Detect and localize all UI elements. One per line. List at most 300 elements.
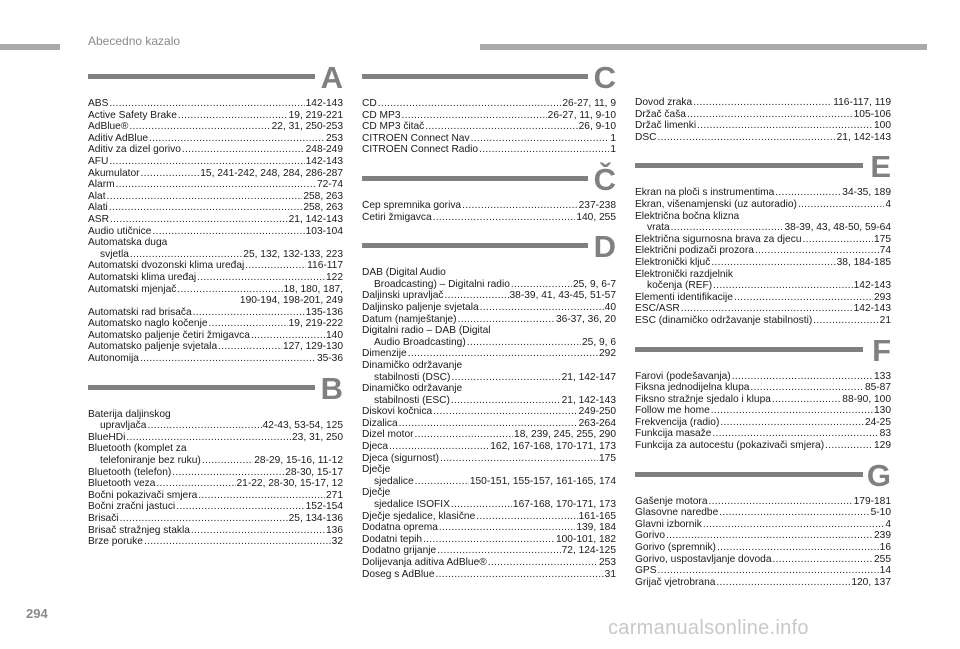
index-column-2 <box>362 60 616 580</box>
leader-dots <box>149 133 325 145</box>
entry-pages: 142-143 <box>853 280 891 292</box>
leader-dots <box>488 557 598 569</box>
entry-pages: 88-90, 100 <box>842 393 891 405</box>
section-c-caron <box>362 161 616 223</box>
entry-pages: 239 <box>874 530 891 542</box>
entry-label: Djeca (sigurnost) <box>362 452 439 464</box>
entry-label: Fiksno stražnje sjedalo i klupa <box>635 393 771 405</box>
entry-label: Dječje sjedalice, klasične <box>362 510 476 522</box>
section-header <box>635 457 891 493</box>
leader-dots <box>693 97 832 109</box>
entry-label: Dodatno grijanje <box>362 545 437 557</box>
index-column-3 <box>635 97 891 588</box>
entry-label: Glasovne naredbe <box>635 507 719 519</box>
index-entry <box>635 496 891 508</box>
entry-pages: 237-238 <box>578 199 616 211</box>
section-letter: A <box>320 60 343 95</box>
entry-label: Bočni zračni jastuci <box>88 501 176 513</box>
index-entry <box>635 132 891 144</box>
entry-pages: 136 <box>326 524 343 536</box>
entry-label: CD MP3 <box>362 109 401 121</box>
leader-dots <box>109 156 304 168</box>
index-entry <box>635 405 891 417</box>
index-entry <box>362 302 616 314</box>
entry-pages: 32 <box>331 536 343 548</box>
entry-label-continued: svjetla <box>100 248 129 260</box>
index-entry <box>635 382 891 394</box>
entry-pages: 24-25 <box>864 416 891 428</box>
entry-pages: 1 <box>610 144 616 156</box>
entry-label: Dodatni tepih <box>362 533 423 545</box>
leader-dots <box>209 318 288 330</box>
entry-pages: 100-101, 182 <box>555 533 616 545</box>
section-a <box>88 60 343 365</box>
leader-dots <box>129 121 270 133</box>
leader-dots <box>798 199 884 211</box>
index-entry <box>88 409 343 432</box>
leader-dots <box>116 179 316 191</box>
index-entry <box>88 226 343 238</box>
section-rule <box>635 163 863 168</box>
leader-dots <box>772 394 841 406</box>
leader-dots <box>712 428 878 440</box>
entry-label-continued: upravljača <box>100 420 147 432</box>
header-rule-left <box>0 44 60 50</box>
index-entry <box>362 348 616 360</box>
entry-list <box>88 409 343 548</box>
index-entry <box>88 214 343 226</box>
entry-pages-continued: 190-194, 198-201, 249 <box>239 295 343 307</box>
entry-pages: 21-22, 28-30, 15-17, 12 <box>236 478 343 490</box>
entry-label: Daljinsko paljenje svjetala <box>362 301 479 313</box>
index-entry <box>635 211 891 234</box>
index-entry <box>88 260 343 272</box>
index-entry <box>635 554 891 566</box>
entry-pages: 263-264 <box>578 417 616 429</box>
index-entry <box>362 314 616 326</box>
entry-label: Brisač stražnjeg stakla <box>88 524 190 536</box>
entry-label: Brze poruke <box>88 536 143 548</box>
entry-pages: 258, 263 <box>303 202 343 214</box>
index-entry <box>88 168 343 180</box>
leader-dots <box>182 144 305 156</box>
index-entry <box>635 507 891 519</box>
entry-pages: 292 <box>599 348 616 360</box>
index-entry <box>362 441 616 453</box>
entry-pages: 253 <box>326 132 343 144</box>
entry-pages: 35-36 <box>316 353 343 365</box>
leader-dots <box>687 109 853 121</box>
entry-label: ESC/ASR <box>635 303 680 315</box>
leader-dots <box>471 133 610 145</box>
entry-pages: 38-39, 43, 48-50, 59-64 <box>784 222 891 234</box>
index-entry <box>362 511 616 523</box>
index-entry <box>635 257 891 269</box>
leader-dots <box>144 536 331 548</box>
index-entry <box>635 292 891 304</box>
entry-list <box>635 371 891 452</box>
entry-label: Ekran na ploči s instrumentima <box>635 187 775 199</box>
entry-pages: 72-74 <box>316 179 343 191</box>
index-entry <box>635 109 891 121</box>
entry-pages: 28-30, 15-17 <box>285 466 343 478</box>
index-entry <box>88 536 343 548</box>
entry-label: Follow me home <box>635 405 710 417</box>
entry-label: Dovod zraka <box>635 97 693 108</box>
leader-dots <box>147 420 261 432</box>
index-entry <box>635 315 891 327</box>
leader-dots <box>439 522 575 534</box>
section-letter: G <box>866 457 891 493</box>
entry-label: Akumulator <box>88 167 140 179</box>
entry-pages: 25, 9, 6-7 <box>572 278 616 290</box>
entry-label: Četiri žmigavca <box>362 211 432 223</box>
entry-pages: 25, 132, 132-133, 223 <box>243 248 343 260</box>
entry-pages: 36-37, 36, 20 <box>555 313 616 325</box>
leader-dots <box>697 120 873 132</box>
leader-dots <box>440 453 598 465</box>
entry-pages: 255 <box>874 553 891 565</box>
entry-pages: 25, 134-136 <box>288 513 343 524</box>
index-entry <box>362 110 616 122</box>
entry-label: Bluetooth veza <box>88 478 156 490</box>
leader-dots <box>825 440 873 452</box>
leader-dots <box>451 499 512 511</box>
entry-pages: 21, 142-143 <box>288 213 343 225</box>
leader-dots <box>717 542 879 554</box>
entry-label: Gorivo (spremnik) <box>635 542 716 554</box>
entry-pages: 258, 263 <box>303 190 343 202</box>
entry-pages: 85-87 <box>864 382 891 394</box>
entry-label: Dječje <box>362 487 391 499</box>
index-entry <box>635 234 891 246</box>
leader-dots <box>445 290 509 302</box>
index-entry <box>362 464 616 487</box>
entry-label-continued: stabilnosti (ESC) <box>374 394 450 406</box>
leader-dots <box>732 371 873 383</box>
leader-dots <box>480 302 604 314</box>
entry-label: Diskovi kočnica <box>362 406 433 418</box>
leader-dots <box>658 132 836 144</box>
entry-pages: 26-27, 11, 9-10 <box>547 109 616 121</box>
entry-label: Alarm <box>88 179 115 191</box>
index-entry <box>635 428 891 440</box>
section-letter: E <box>870 149 891 185</box>
entry-pages: 4 <box>885 198 891 210</box>
entry-pages: 15, 241-242, 248, 284, 286-287 <box>200 167 343 179</box>
entry-pages: 40 <box>604 301 616 313</box>
leader-dots <box>462 200 578 212</box>
entry-label: Elektronički ključ <box>635 256 711 268</box>
section-c <box>362 60 616 156</box>
entry-label: Farovi (podešavanja) <box>635 370 731 382</box>
entry-label: Električni podizači prozora <box>635 245 754 257</box>
leader-dots <box>141 168 200 180</box>
leader-dots <box>425 121 577 133</box>
index-entry <box>88 191 343 203</box>
leader-dots <box>178 110 288 122</box>
entry-pages: 26, 9-10 <box>578 121 616 133</box>
entry-label: Čep spremnika goriva <box>362 199 462 211</box>
entry-pages: 133 <box>874 370 891 382</box>
entry-pages: 23, 31, 250 <box>292 431 343 443</box>
section-f <box>635 332 891 452</box>
index-entry <box>362 406 616 418</box>
section-header <box>88 370 343 406</box>
entry-pages: 38, 184-185 <box>836 256 891 268</box>
index-entry <box>88 98 343 110</box>
entry-label: Fiksna jednodijelna klupa <box>635 382 750 394</box>
entry-label: Brisači <box>88 513 119 524</box>
entry-label: Dimenzije <box>362 348 407 360</box>
leader-dots <box>436 569 604 581</box>
entry-pages: 152-154 <box>305 501 343 513</box>
entry-label: DSC <box>635 131 657 143</box>
index-entry <box>362 522 616 534</box>
entry-label: Automatski dvozonski klima uređaj <box>88 260 245 272</box>
entry-pages: 1 <box>610 132 616 144</box>
index-entry <box>635 440 891 452</box>
entry-label: Grijač vjetrobrana <box>635 576 716 588</box>
entry-label-continued: Audio Broadcasting) <box>374 336 466 348</box>
section-d-continued <box>635 97 891 143</box>
index-entry <box>88 513 343 525</box>
index-entry <box>88 179 343 191</box>
leader-dots <box>716 577 850 589</box>
leader-dots <box>734 292 873 304</box>
index-entry <box>362 383 616 406</box>
entry-pages: 142-143 <box>305 155 343 167</box>
leader-dots <box>415 476 469 488</box>
leader-dots <box>719 507 869 519</box>
entry-pages: 167-168, 170-171, 173 <box>512 499 616 511</box>
index-entry <box>362 453 616 465</box>
index-entry <box>88 353 343 365</box>
entry-list <box>362 267 616 580</box>
leader-dots <box>511 279 572 291</box>
entry-label: Dinamičko održavanje <box>362 383 463 395</box>
entry-pages: 142-143 <box>853 303 891 315</box>
entry-label: Alati <box>88 202 108 214</box>
leader-dots <box>172 467 284 479</box>
entry-label: Baterija daljinskog <box>88 408 171 420</box>
index-entry <box>88 432 343 444</box>
entry-pages: 271 <box>326 489 343 501</box>
index-entry <box>362 290 616 302</box>
index-entry <box>88 284 343 307</box>
index-entry <box>88 443 343 466</box>
index-entry <box>362 487 616 510</box>
index-entry <box>635 245 891 257</box>
section-g <box>635 457 891 589</box>
entry-pages: 129 <box>874 440 891 452</box>
entry-pages: 19, 219-221 <box>288 109 343 121</box>
entry-pages: 179-181 <box>853 495 891 507</box>
entry-label: CITROËN Connect Nav <box>362 132 470 144</box>
entry-label: Active Safety Brake <box>88 109 177 121</box>
entry-pages: 83 <box>879 428 891 440</box>
entry-label: ABS <box>88 98 109 109</box>
entry-label: Automatsko naglo kočenje <box>88 318 208 330</box>
entry-label: Frekvencija (radio) <box>635 416 720 428</box>
entry-pages: 139, 184 <box>576 522 616 534</box>
leader-dots <box>378 98 562 110</box>
entry-label-continued: Broadcasting) – Digitalni radio <box>374 278 510 290</box>
entry-label: Autonomija <box>88 353 139 365</box>
entry-label: Ekran, višenamjenski (uz autoradio) <box>635 198 797 210</box>
leader-dots <box>703 519 885 531</box>
entry-list <box>362 200 616 223</box>
index-entry <box>88 237 343 260</box>
leader-dots <box>176 501 304 513</box>
header-title: Abecedno kazalo <box>88 34 181 48</box>
leader-dots <box>197 272 325 284</box>
entry-label: Gorivo <box>635 530 666 542</box>
entry-pages: 253 <box>599 557 616 568</box>
entry-label-continued: vrata <box>647 222 670 234</box>
entry-pages: 21 <box>879 314 891 326</box>
leader-dots <box>152 226 304 238</box>
entry-pages: 19, 219-222 <box>288 318 343 330</box>
entry-pages: 130 <box>874 405 891 417</box>
leader-dots <box>202 455 253 467</box>
section-letter: Č <box>593 161 616 197</box>
leader-dots <box>775 187 841 199</box>
entry-list <box>635 97 891 143</box>
index-entry <box>362 133 616 145</box>
index-entry <box>635 542 891 554</box>
section-rule <box>635 347 863 352</box>
leader-dots <box>671 222 784 234</box>
entry-pages: 14 <box>879 565 891 577</box>
entry-pages: 105-106 <box>853 108 891 120</box>
index-entry <box>362 557 616 569</box>
entry-label-continued: sjedalice <box>374 475 414 487</box>
section-header <box>635 332 891 368</box>
entry-label: Datum (namještanje) <box>362 313 457 325</box>
leader-dots <box>193 307 305 319</box>
index-entry <box>88 330 343 342</box>
entry-label: CITROËN Connect Radio <box>362 144 479 156</box>
entry-label: GPS <box>635 565 657 577</box>
entry-pages: 175 <box>874 233 891 245</box>
leader-dots <box>107 191 303 203</box>
leader-dots <box>109 202 303 214</box>
entry-pages: 72, 124-125 <box>561 545 616 557</box>
section-b <box>88 370 343 548</box>
entry-label: Automatski mjenjač <box>88 283 177 295</box>
leader-dots <box>451 372 560 384</box>
entry-pages: 249-250 <box>578 406 616 418</box>
entry-label: AFU <box>88 155 109 167</box>
section-rule <box>88 74 315 79</box>
leader-dots <box>198 490 325 502</box>
leader-dots <box>408 348 598 360</box>
entry-label: CD <box>362 98 377 109</box>
section-rule <box>88 385 315 390</box>
entry-pages: 16 <box>879 542 891 554</box>
entry-label: Držač limenki <box>635 120 697 132</box>
index-entry <box>88 121 343 133</box>
index-entry <box>362 360 616 383</box>
entry-pages: 42-43, 53-54, 125 <box>262 420 343 432</box>
entry-label: Držač čaša <box>635 108 686 120</box>
index-entry <box>88 144 343 156</box>
entry-pages: 74 <box>879 245 891 257</box>
entry-label: Gašenje motora <box>635 495 708 507</box>
entry-label: Dječje <box>362 464 391 476</box>
entry-pages: 161-165 <box>578 510 616 522</box>
entry-label: Automatski klima uređaj <box>88 271 197 283</box>
index-entry <box>362 545 616 557</box>
index-entry <box>635 269 891 292</box>
entry-pages: 140, 255 <box>576 211 616 223</box>
entry-label: Elementi identifikacije <box>635 291 733 303</box>
leader-dots <box>458 314 555 326</box>
leader-dots <box>120 513 288 525</box>
leader-dots <box>479 144 609 156</box>
watermark: carmanualsonline.info <box>608 617 809 639</box>
section-header <box>362 161 616 197</box>
index-entry <box>88 490 343 502</box>
leader-dots <box>681 303 853 315</box>
leader-dots <box>389 441 489 453</box>
section-header <box>88 60 343 95</box>
entry-label: AdBlue® <box>88 121 129 133</box>
leader-dots <box>109 98 304 110</box>
entry-label: Dinamičko održavanje <box>362 359 463 371</box>
leader-dots <box>130 249 242 261</box>
leader-dots <box>126 432 291 444</box>
index-entry <box>362 212 616 224</box>
section-d <box>362 229 616 580</box>
entry-pages: 142-143 <box>305 98 343 109</box>
entry-label: Glavni izbornik <box>635 518 702 530</box>
section-rule <box>362 176 588 181</box>
entry-label: Dizel motor <box>362 429 414 441</box>
section-letter: D <box>593 229 616 265</box>
entry-pages: 22, 31, 250-253 <box>271 121 343 133</box>
section-letter: B <box>320 370 343 406</box>
leader-dots <box>720 417 864 429</box>
leader-dots <box>711 257 835 269</box>
section-header <box>635 149 891 185</box>
entry-pages: 135-136 <box>305 306 343 318</box>
entry-pages: 162, 167-168, 170-171, 173 <box>490 441 616 453</box>
index-entry <box>635 417 891 429</box>
index-entry <box>88 202 343 214</box>
leader-dots <box>191 525 325 537</box>
entry-pages: 100 <box>874 120 891 132</box>
index-entry <box>635 303 891 315</box>
entry-pages: 103-104 <box>305 225 343 237</box>
entry-pages: 175 <box>599 452 616 464</box>
entry-list <box>635 496 891 589</box>
entry-pages: 140 <box>326 329 343 341</box>
index-entry <box>635 97 891 109</box>
leader-dots <box>467 337 581 349</box>
section-rule <box>362 74 588 79</box>
entry-list <box>635 187 891 326</box>
entry-label: Bluetooth (komplet za <box>88 443 187 455</box>
entry-label: Djeca <box>362 441 389 453</box>
entry-pages: 38-39, 41, 43-45, 51-57 <box>509 290 616 302</box>
entry-label: Elektronički razdjelnik <box>635 268 733 280</box>
entry-pages: 26-27, 11, 9 <box>562 98 616 109</box>
index-entry <box>635 120 891 132</box>
index-entry <box>88 467 343 479</box>
leader-dots <box>437 545 560 557</box>
